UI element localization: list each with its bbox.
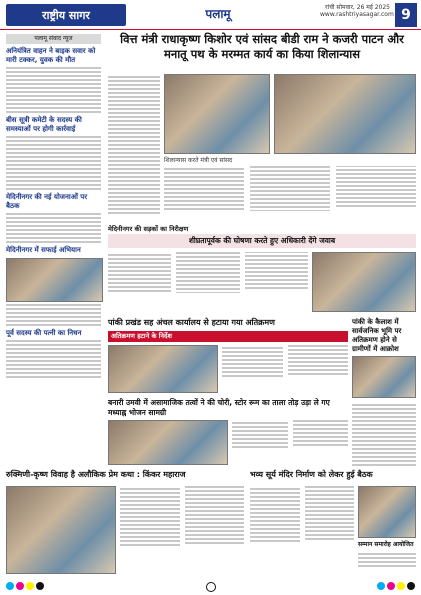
lead-photo-caption: शिलान्यास करते मंत्री एवं सांसद — [164, 157, 233, 164]
story4-body — [352, 402, 416, 466]
sidebar-story4-body — [6, 304, 101, 326]
sidebar-photo — [6, 258, 103, 302]
registration-mark — [407, 582, 415, 590]
story5-body — [232, 420, 348, 465]
sidebar-story3-body — [6, 213, 101, 243]
masthead — [0, 0, 421, 30]
story7-photo — [358, 486, 416, 538]
lead-photo — [164, 74, 270, 154]
lead-text-columns — [164, 166, 416, 222]
story2-headline-band — [108, 234, 416, 248]
registration-mark — [387, 582, 395, 590]
lead-headline: वित्त मंत्री राधाकृष्ण किशोर एवं सांसद बीडी राम ने कजरी पाटन और मनातू पथ के मरम्मत कार्य का किया शिलान्यास — [120, 32, 404, 61]
lead-text-column — [108, 74, 160, 222]
sidebar-story1-body — [6, 67, 101, 113]
desk-label: पलामू संवाद न्यूज — [6, 34, 101, 44]
story9-headline: सम्मान समारोह आयोजित — [358, 541, 414, 548]
story1-headline: मेदिनीनगर की सड़कों का निरीक्षण — [108, 225, 189, 233]
story4-photo — [352, 356, 416, 398]
story5-photo — [108, 420, 228, 465]
story9-body — [358, 551, 416, 573]
story3-strip: अतिक्रमण हटाने के निर्देश — [108, 331, 348, 342]
print-registration-strip — [0, 577, 421, 595]
story4-headline: पांकी के कैलाश में सार्वजनिक भूमि पर अतिक्रमण होने से ग्रामीणों में आक्रोश — [352, 318, 402, 353]
issue-date: रांची सोमवार, 26 मई 2025 — [325, 4, 390, 11]
registration-mark — [26, 582, 34, 590]
story6-headline: रुक्मिणी-कृष्ण विवाह है अलौकिक प्रेम कथा : किंकर महाराज — [6, 470, 186, 479]
lead-photo-2 — [274, 74, 416, 154]
registration-mark — [36, 582, 44, 590]
story7-body — [250, 486, 354, 574]
registration-mark — [206, 582, 216, 592]
page-number: 9 — [395, 3, 417, 27]
newspaper-name: राष्ट्रीय सागर — [6, 4, 126, 26]
story2-headline: शीघ्रतापूर्वक की घोषणा करते हुए अधिकारी देंगे जवाब — [188, 236, 336, 245]
story3-headline: पांकी प्रखंड सह अंचल कार्यालय से हटाया गया अतिक्रमण — [108, 318, 275, 327]
story3-photo — [108, 345, 218, 393]
story6-photo — [6, 486, 116, 574]
masthead-date-block — [320, 4, 394, 26]
section-title: पलामू — [205, 7, 231, 21]
story7-headline: भव्य सूर्य मंदिर निर्माण को लेकर हुई बैठक — [250, 470, 373, 479]
website: www.rashtriyasagar.com — [320, 11, 394, 18]
story3-body — [222, 345, 348, 393]
registration-mark — [397, 582, 405, 590]
registration-mark — [16, 582, 24, 590]
story2-body — [108, 252, 308, 312]
registration-mark — [6, 582, 14, 590]
sidebar-story1-headline: अनियंत्रित वाहन ने बाइक सवार को मारी टक्कर, युवक की मौत — [6, 47, 96, 64]
story6-body — [120, 486, 244, 574]
sidebar-story5-body — [6, 340, 101, 378]
sidebar-story3-headline: मेदिनीनगर की नई योजनाओं पर बैठक — [6, 193, 88, 210]
sidebar-story4-headline: मेदिनीनगर में सफाई अभियान — [6, 246, 81, 254]
registration-mark — [377, 582, 385, 590]
story2-photo — [312, 252, 416, 312]
sidebar-story5-headline: पूर्व सदस्य की पत्नी का निधन — [6, 329, 82, 337]
story5-headline: बनारी उमवी में असामाजिक तत्वों ने की चोरी, स्टोर रूम का ताला तोड़ उड़ा ले गए मध्याह्न भोजन सामग्री — [108, 398, 330, 417]
sidebar-story2-body — [6, 136, 101, 190]
sidebar-story2-headline: बीस सूत्री कमेटी के सदस्य की समस्याओं पर होगी कार्रवाई — [6, 116, 82, 133]
